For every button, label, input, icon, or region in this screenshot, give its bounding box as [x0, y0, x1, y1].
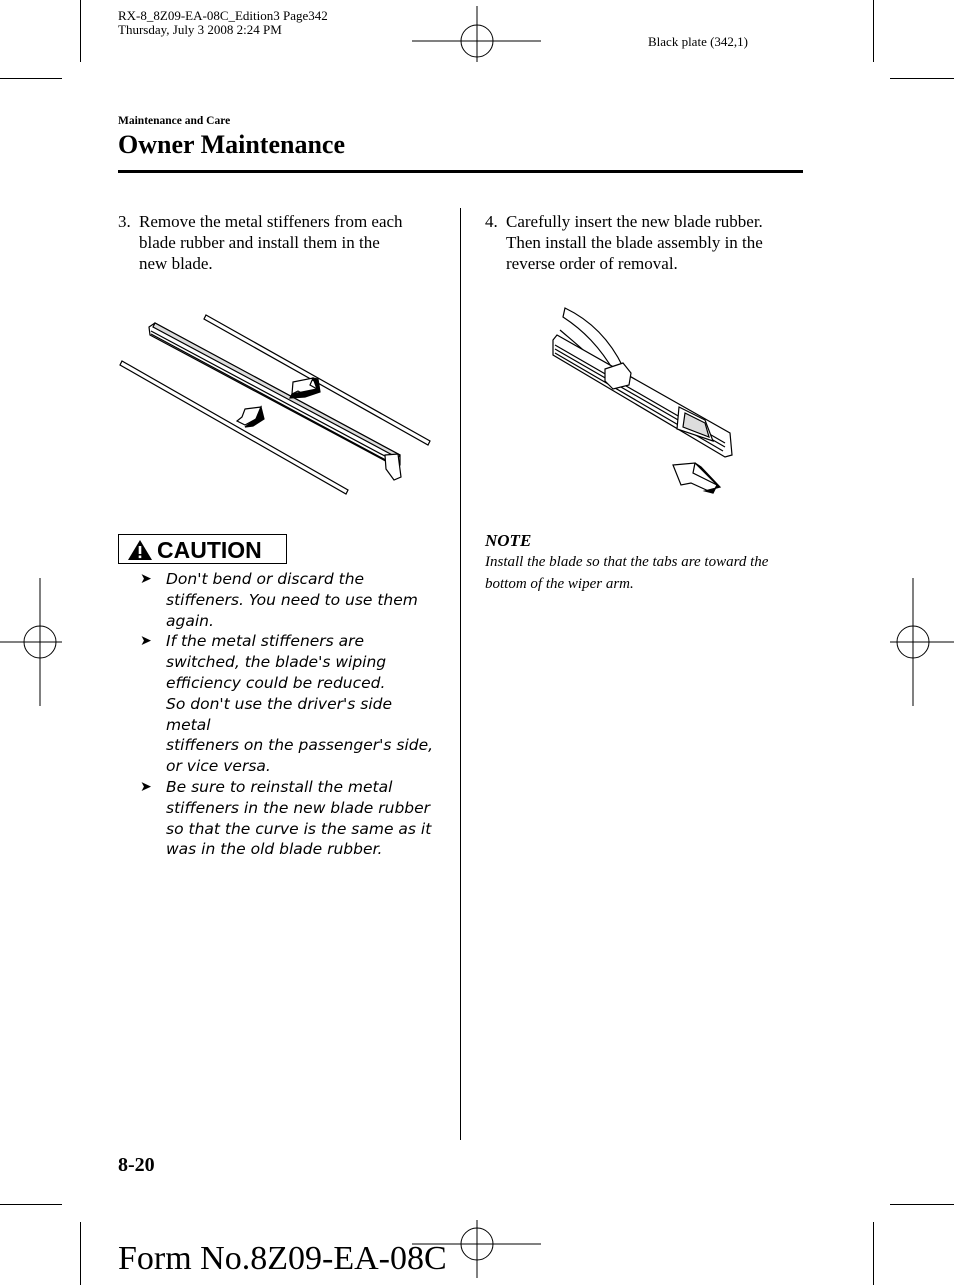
step-text: Carefully insert the new blade rubber. Then install the blade assembly in the reverse order of removal. [506, 212, 763, 273]
page-number: 8-20 [118, 1154, 155, 1176]
blade-insertion-illustration [545, 305, 740, 500]
caution-item: ➤ If the metal stiffeners are switched, the blade's wiping efficiency could be reduced. So don't use the driver's side metal stiffeners on the passenger's side, or vice versa. [140, 632, 434, 776]
arrow-bullet-icon: ➤ [140, 778, 152, 795]
step-text: Remove the metal stiffeners from each blade rubber and install them in the new blade. [139, 212, 403, 273]
form-number: Form No.8Z09-EA-08C [118, 1240, 447, 1277]
page-title: Owner Maintenance [118, 130, 345, 159]
column-divider [460, 208, 461, 1140]
step-number: 3. [118, 212, 131, 231]
caution-box [118, 534, 287, 564]
stiffener-illustration [115, 305, 440, 505]
step-number: 4. [485, 212, 498, 231]
print-header-job: RX-8_8Z09-EA-08C_Edition3 Page342 [118, 8, 328, 23]
step-3 [118, 211, 448, 277]
caution-item: ➤ Don't bend or discard the stiffeners. You need to use them again. [140, 570, 418, 630]
note-title: NOTE [485, 531, 532, 550]
caution-label: CAUTION [157, 537, 262, 563]
note-text: Install the blade so that the tabs are toward the bottom of the wiper arm. [485, 554, 769, 592]
print-header-date: Thursday, July 3 2008 2:24 PM [118, 22, 282, 37]
caution-item: ➤ Be sure to reinstall the metal stiffeners in the new blade rubber so that the curve is the same as it was in the old blade rubber. [140, 777, 432, 859]
title-rule [118, 170, 803, 173]
caution-list [140, 569, 440, 860]
warning-icon [127, 539, 153, 561]
step-4 [485, 211, 805, 277]
section-label: Maintenance and Care [118, 115, 231, 127]
arrow-bullet-icon: ➤ [140, 571, 152, 587]
arrow-bullet-icon: ➤ [140, 633, 152, 650]
print-header-plate: Black plate (342,1) [648, 34, 748, 49]
